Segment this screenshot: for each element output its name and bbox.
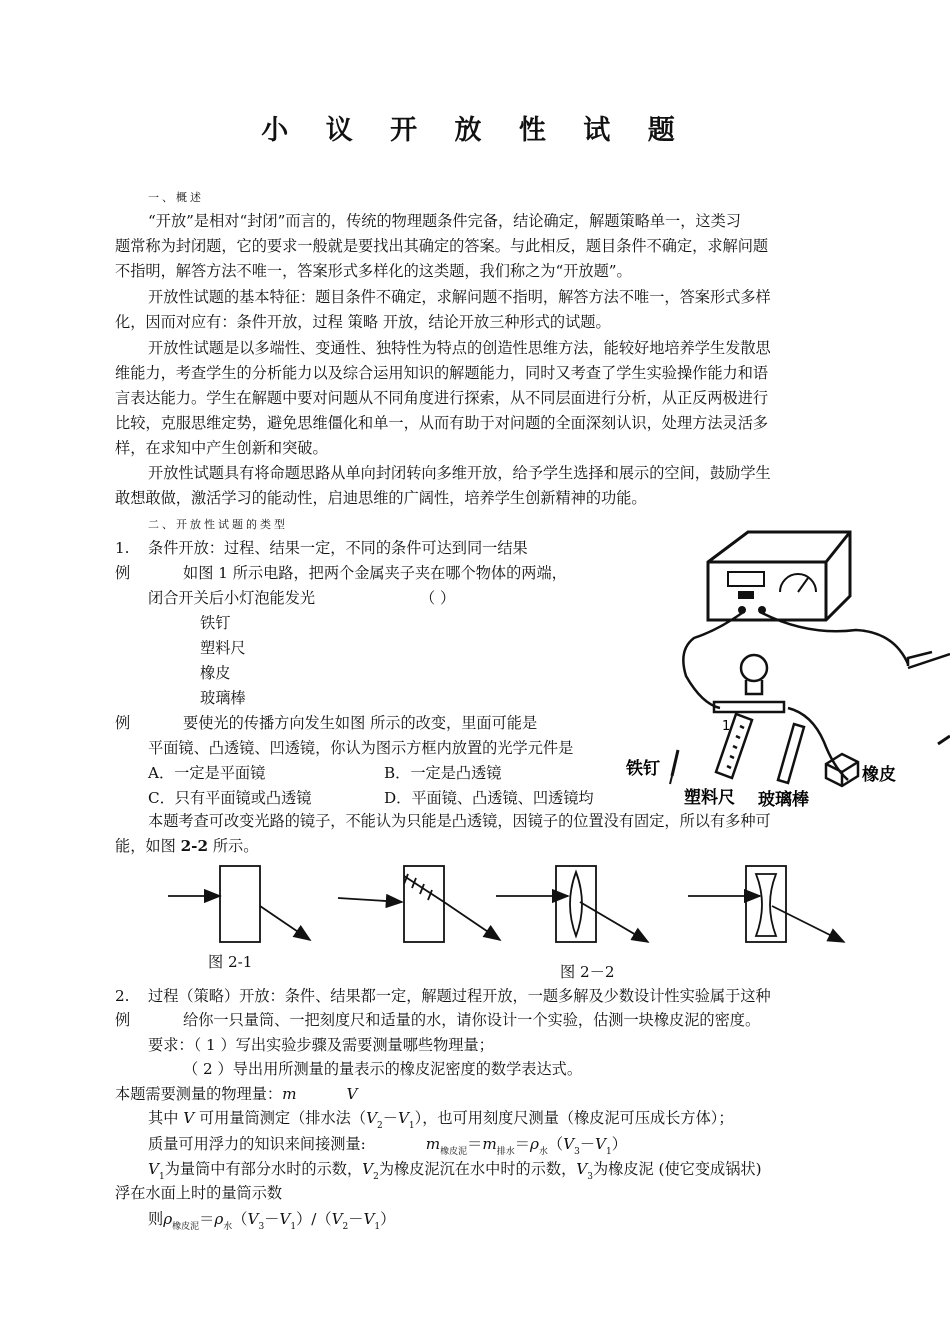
figure1-number-label: 1 bbox=[722, 719, 731, 734]
example2-option-d: D．平面镜、凸透镜、凹透镜均 bbox=[384, 789, 594, 807]
intro-line-1: “开放”是相对“封闭”而言的，传统的物理题条件完备，结论确定，解题策略单一，这类习 bbox=[148, 212, 741, 230]
requirement-1: 要求：（ 1 ）写出实验步骤及需要测量哪些物理量； bbox=[148, 1036, 494, 1054]
example3-label: 例 bbox=[115, 1011, 131, 1029]
circuit-figure bbox=[612, 518, 950, 818]
label-plastic-ruler: 塑料尺 bbox=[684, 788, 735, 808]
requirement-2: （ 2 ）导出用所测量的量表示的橡皮泥密度的数学表达式。 bbox=[183, 1060, 583, 1078]
intro-line-4: 开放性试题的基本特征：题目条件不确定，求解问题不指明，解答方法不唯一，答案形式多样 bbox=[148, 288, 771, 306]
example2-label: 例 bbox=[115, 714, 131, 732]
power-supply-box bbox=[708, 532, 850, 620]
figure-2-1-diagram bbox=[168, 866, 310, 942]
figure-2-2-caption: 图 2－2 bbox=[560, 963, 615, 981]
type1-text: 条件开放：过程、结果一定，不同的条件可达到同一结果 bbox=[148, 539, 528, 557]
answer-bracket: （ ） bbox=[420, 589, 456, 607]
intro-line-11: 开放性试题具有将命题思路从单向封闭转向多维开放，给予学生选择和展示的空间，鼓励学生 bbox=[148, 464, 771, 482]
section-heading-overview: 一、概述 bbox=[148, 191, 204, 204]
example1-label: 例 bbox=[115, 564, 131, 582]
arrow-stub bbox=[938, 736, 950, 744]
concave-lens-diagram bbox=[688, 866, 844, 942]
intro-line-9: 比较，克服思维定势，避免思维僵化和单一，从而有助于对问题的全面深刻认识，处理方法灵活多 bbox=[115, 414, 769, 432]
analysis-line-2: 能，如图 2-2 所示。 bbox=[115, 837, 259, 855]
intro-line-2: 题常称为封闭题，它的要求一般就是要找出其确定的答案。与此相反，题目条件不确定，求解问题 bbox=[115, 237, 769, 255]
label-eraser: 橡皮 bbox=[862, 765, 896, 785]
meter-dial-icon bbox=[780, 574, 816, 592]
intro-line-10: 样，在求知中产生创新和突破。 bbox=[115, 439, 328, 457]
variable-description-line: $V_1$为量筒中有部分水时的示数，$V_2$为橡皮泥沉在水中时的示数，$V_3$为橡皮泥 (使它变成锅状) bbox=[148, 1160, 762, 1182]
example2-option-c: C．只有平面镜或凸透镜 bbox=[148, 789, 312, 807]
display-window bbox=[728, 572, 764, 586]
figure-2-1-caption: 图 2-1 bbox=[208, 953, 253, 971]
intro-line-3: 不指明，解答方法不唯一，答案形式多样化的这类题，我们称之为“开放题”。 bbox=[115, 262, 632, 280]
label-glass-rod: 玻璃棒 bbox=[758, 790, 809, 810]
type2-number: 2. bbox=[115, 987, 130, 1005]
example1-text: 如图 1 所示电路，把两个金属夹子夹在哪个物体的两端， bbox=[183, 564, 567, 582]
option-eraser: 橡皮 bbox=[200, 664, 231, 682]
example2-option-b: B．一定是凸透镜 bbox=[384, 764, 502, 782]
plane-mirror-diagram bbox=[338, 866, 500, 942]
display-digits bbox=[738, 591, 754, 599]
glass-rod-icon bbox=[778, 724, 804, 783]
example2-text1: 要使光的传播方向发生如图 所示的改变，里面可能是 bbox=[183, 714, 538, 732]
page-title: 小 议 开 放 性 试 题 bbox=[261, 115, 689, 146]
example1-text2: 闭合开关后小灯泡能发光 bbox=[148, 589, 316, 607]
measure-line: 本题需要测量的物理量：m V bbox=[115, 1085, 358, 1103]
example2-text2: 平面镜、凸透镜、凹透镜，你认为图示方框内放置的光学元件是 bbox=[148, 739, 574, 757]
section-heading-types: 二、开放性试题的类型 bbox=[148, 518, 288, 531]
convex-lens-diagram bbox=[496, 866, 648, 942]
switch-icon bbox=[908, 652, 950, 668]
light-path-figures bbox=[160, 858, 850, 958]
intro-line-6: 开放性试题是以多端性、变通性、独特性为特点的创造性思维方法，能较好地培养学生发散思 bbox=[148, 339, 771, 357]
type1-number: 1. bbox=[115, 539, 130, 557]
intro-line-7: 维能力，考查学生的分析能力以及综合运用知识的解题能力，同时又考查了学生实验操作能力和语 bbox=[115, 364, 769, 382]
variable-description-line-2: 浮在水面上时的量筒示数 bbox=[115, 1184, 283, 1202]
intro-line-8: 言表达能力。学生在解题中要对问题从不同角度进行探索，从不同层面进行分析，从正反两极进行 bbox=[115, 389, 769, 407]
option-iron-nail: 铁钉 bbox=[200, 614, 231, 632]
terminal-icon bbox=[738, 606, 766, 614]
example2-option-a: A．一定是平面镜 bbox=[148, 764, 266, 782]
density-result-formula: 则$\rho_{橡皮泥}=\rho_水(V_3-V_1)/(V_2-V_1)$ bbox=[148, 1210, 396, 1232]
label-iron-nail: 铁钉 bbox=[626, 759, 660, 779]
volume-line: 其中 V 可用量筒测定（排水法$(V_2-V_1)$，也可用刻度尺测量（橡皮泥可压成长方体）； bbox=[148, 1109, 734, 1131]
intro-line-5: 化，因而对应有：条件开放，过程 策略 开放，结论开放三种形式的试题。 bbox=[115, 313, 611, 331]
option-glass-rod: 玻璃棒 bbox=[200, 689, 246, 707]
type2-text: 过程（策略）开放：条件、结果都一定，解题过程开放，一题多解及少数设计性实验属于这种 bbox=[148, 987, 771, 1005]
mass-line: 质量可用浮力的知识来间接测量: $m_{橡皮泥}=m_{排水}=\rho_水(V_3-V_1)$ bbox=[148, 1135, 627, 1157]
example3-text: 给你一只量筒、一把刻度尺和适量的水，请你设计一个实验，估测一块橡皮泥的密度。 bbox=[183, 1011, 761, 1029]
option-plastic-ruler: 塑料尺 bbox=[200, 639, 246, 657]
analysis-line-1: 本题考查可改变光路的镜子，不能认为只能是凸透镜，因镜子的位置没有固定，所以有多种可 bbox=[148, 812, 771, 830]
iron-nail-icon bbox=[670, 750, 678, 784]
intro-line-12: 敢想敢做，激活学习的能动性，启迪思维的广阔性，培养学生创新精神的功能。 bbox=[115, 489, 647, 507]
bulb-icon bbox=[714, 655, 784, 712]
